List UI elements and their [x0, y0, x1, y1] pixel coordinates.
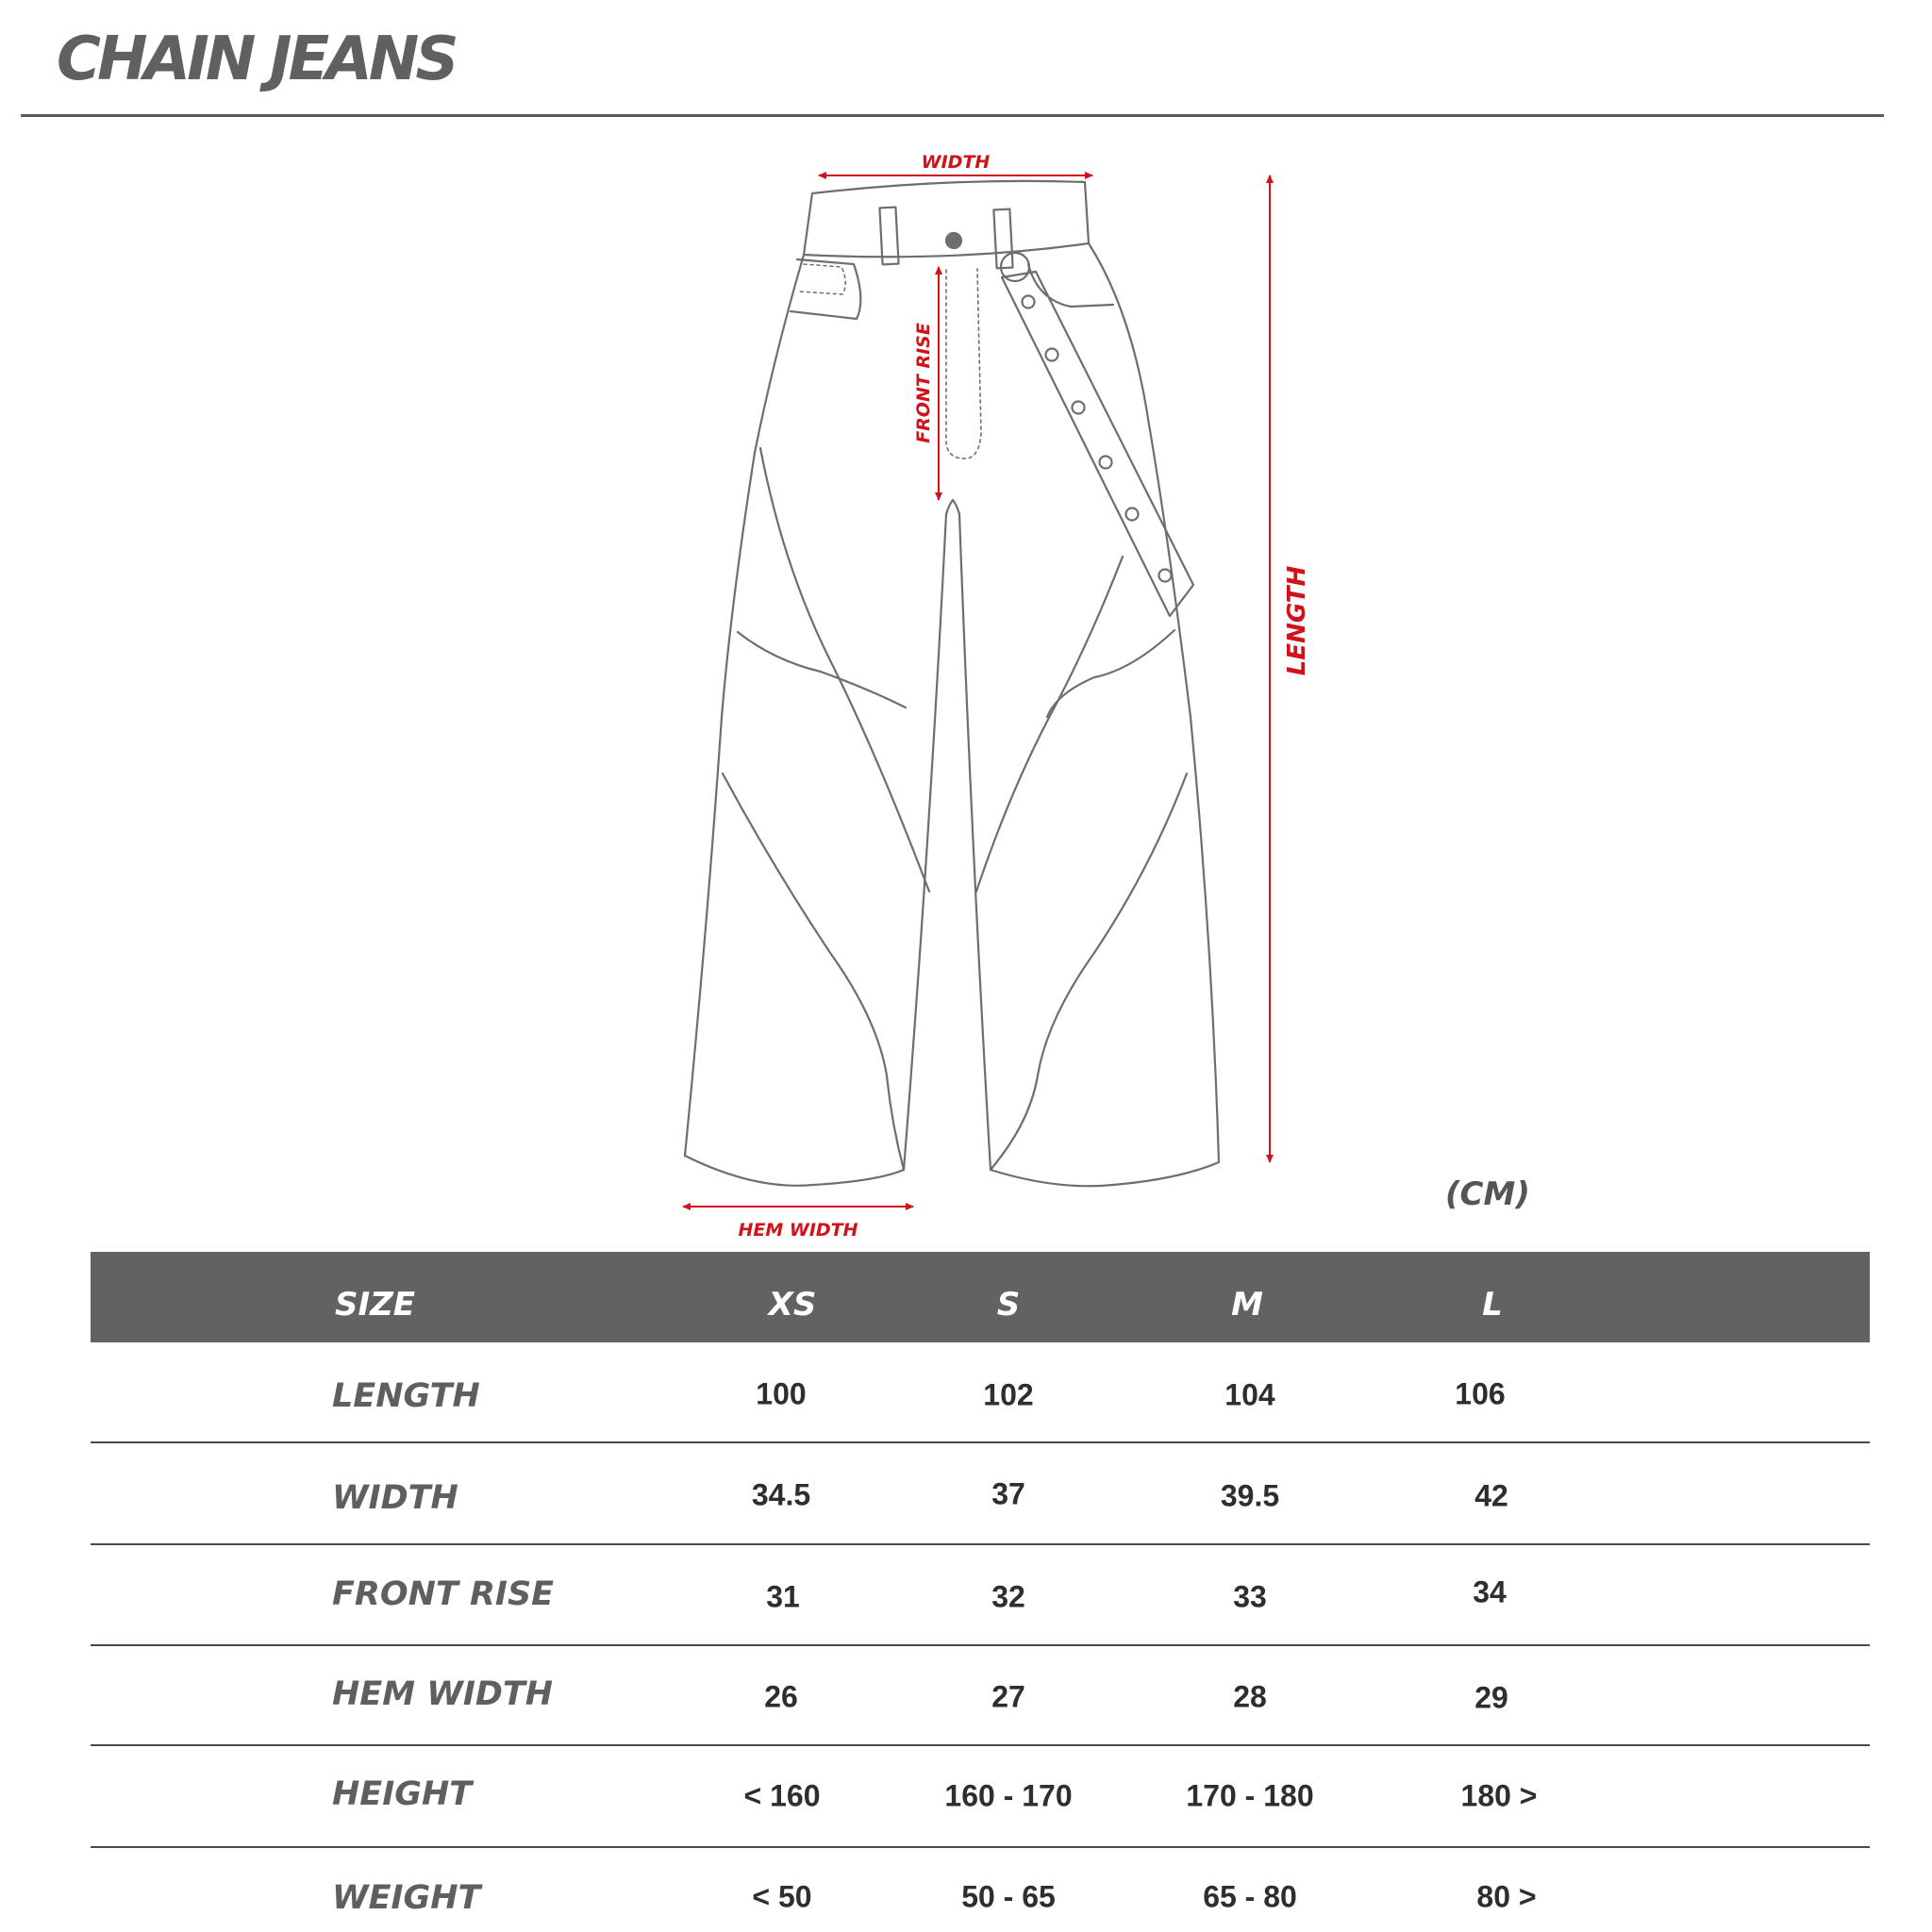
row-divider [91, 1644, 1870, 1646]
size-header-s: S [996, 1286, 1021, 1324]
right-panel-seam-3 [991, 774, 1187, 1170]
row-label-front-rise: FRONT RISE [332, 1575, 555, 1613]
table-cell: 27 [991, 1679, 1025, 1714]
dimension-lines [683, 175, 1270, 1207]
fly [946, 269, 981, 458]
row-divider [91, 1846, 1870, 1848]
table-cell: 37 [991, 1476, 1025, 1511]
right-panel-seam-1 [976, 557, 1123, 891]
table-cell: 32 [991, 1579, 1025, 1614]
right-panel-seam-2 [1047, 630, 1174, 717]
button [946, 233, 961, 248]
left-leg-outer [685, 255, 804, 1156]
length-label: LENGTH [1283, 565, 1311, 676]
row-divider [91, 1744, 1870, 1746]
table-cell: 29 [1474, 1680, 1508, 1715]
table-cell: 28 [1233, 1679, 1267, 1714]
width-label: WIDTH [921, 152, 991, 173]
table-cell: 34 [1473, 1574, 1507, 1609]
table-cell: 39.5 [1220, 1478, 1280, 1513]
right-hem [991, 1162, 1219, 1186]
brand-logo: CHAIN JEANS [57, 25, 456, 94]
left-hem [685, 1156, 904, 1186]
front-rise-label: FRONT RISE [913, 323, 934, 443]
table-cell: < 50 [752, 1879, 812, 1914]
left-pocket [791, 259, 860, 319]
unit-label: (CM) [1445, 1175, 1530, 1213]
row-divider [91, 1543, 1870, 1545]
size-header-xs: XS [768, 1286, 817, 1324]
table-cell: 80 > [1476, 1879, 1537, 1914]
belt-strap [1001, 253, 1193, 616]
belt-strap-body [1002, 272, 1193, 616]
row-label-length: LENGTH [332, 1377, 480, 1415]
row-divider [91, 1441, 1870, 1443]
table-cell: 33 [1233, 1579, 1267, 1614]
jeans-outline [685, 181, 1219, 1186]
table-cell: 31 [766, 1579, 800, 1614]
row-label-weight: WEIGHT [332, 1879, 481, 1917]
row-label-height: HEIGHT [332, 1775, 473, 1813]
hem-width-label: HEM WIDTH [738, 1220, 858, 1241]
left-panel-seam-3 [723, 774, 904, 1170]
table-cell: 160 - 170 [944, 1778, 1073, 1813]
table-cell: 26 [764, 1679, 798, 1714]
table-cell: 180 > [1460, 1778, 1538, 1813]
row-label-hem-width: HEM WIDTH [332, 1675, 554, 1713]
size-header-label: SIZE [335, 1286, 416, 1324]
table-cell: 102 [983, 1377, 1034, 1412]
table-cell: 34.5 [751, 1477, 811, 1512]
table-cell: 106 [1455, 1376, 1506, 1411]
table-cell: 104 [1224, 1377, 1275, 1412]
table-cell: 170 - 180 [1186, 1778, 1314, 1813]
right-pocket [1028, 264, 1113, 307]
size-header-l: L [1482, 1286, 1503, 1324]
right-inseam [959, 514, 991, 1170]
left-panel-seam-1 [760, 448, 929, 891]
size-header-m: M [1231, 1286, 1263, 1324]
left-coin-pocket [800, 264, 845, 294]
crotch [946, 500, 959, 514]
row-label-width: WIDTH [332, 1479, 458, 1517]
table-cell: 42 [1474, 1478, 1508, 1513]
right-leg-outer [1089, 243, 1219, 1162]
table-cell: 100 [756, 1376, 807, 1411]
table-cell: 50 - 65 [961, 1879, 1056, 1914]
table-cell: 65 - 80 [1203, 1879, 1297, 1914]
table-cell: < 160 [743, 1778, 821, 1813]
waistband [804, 181, 1089, 257]
